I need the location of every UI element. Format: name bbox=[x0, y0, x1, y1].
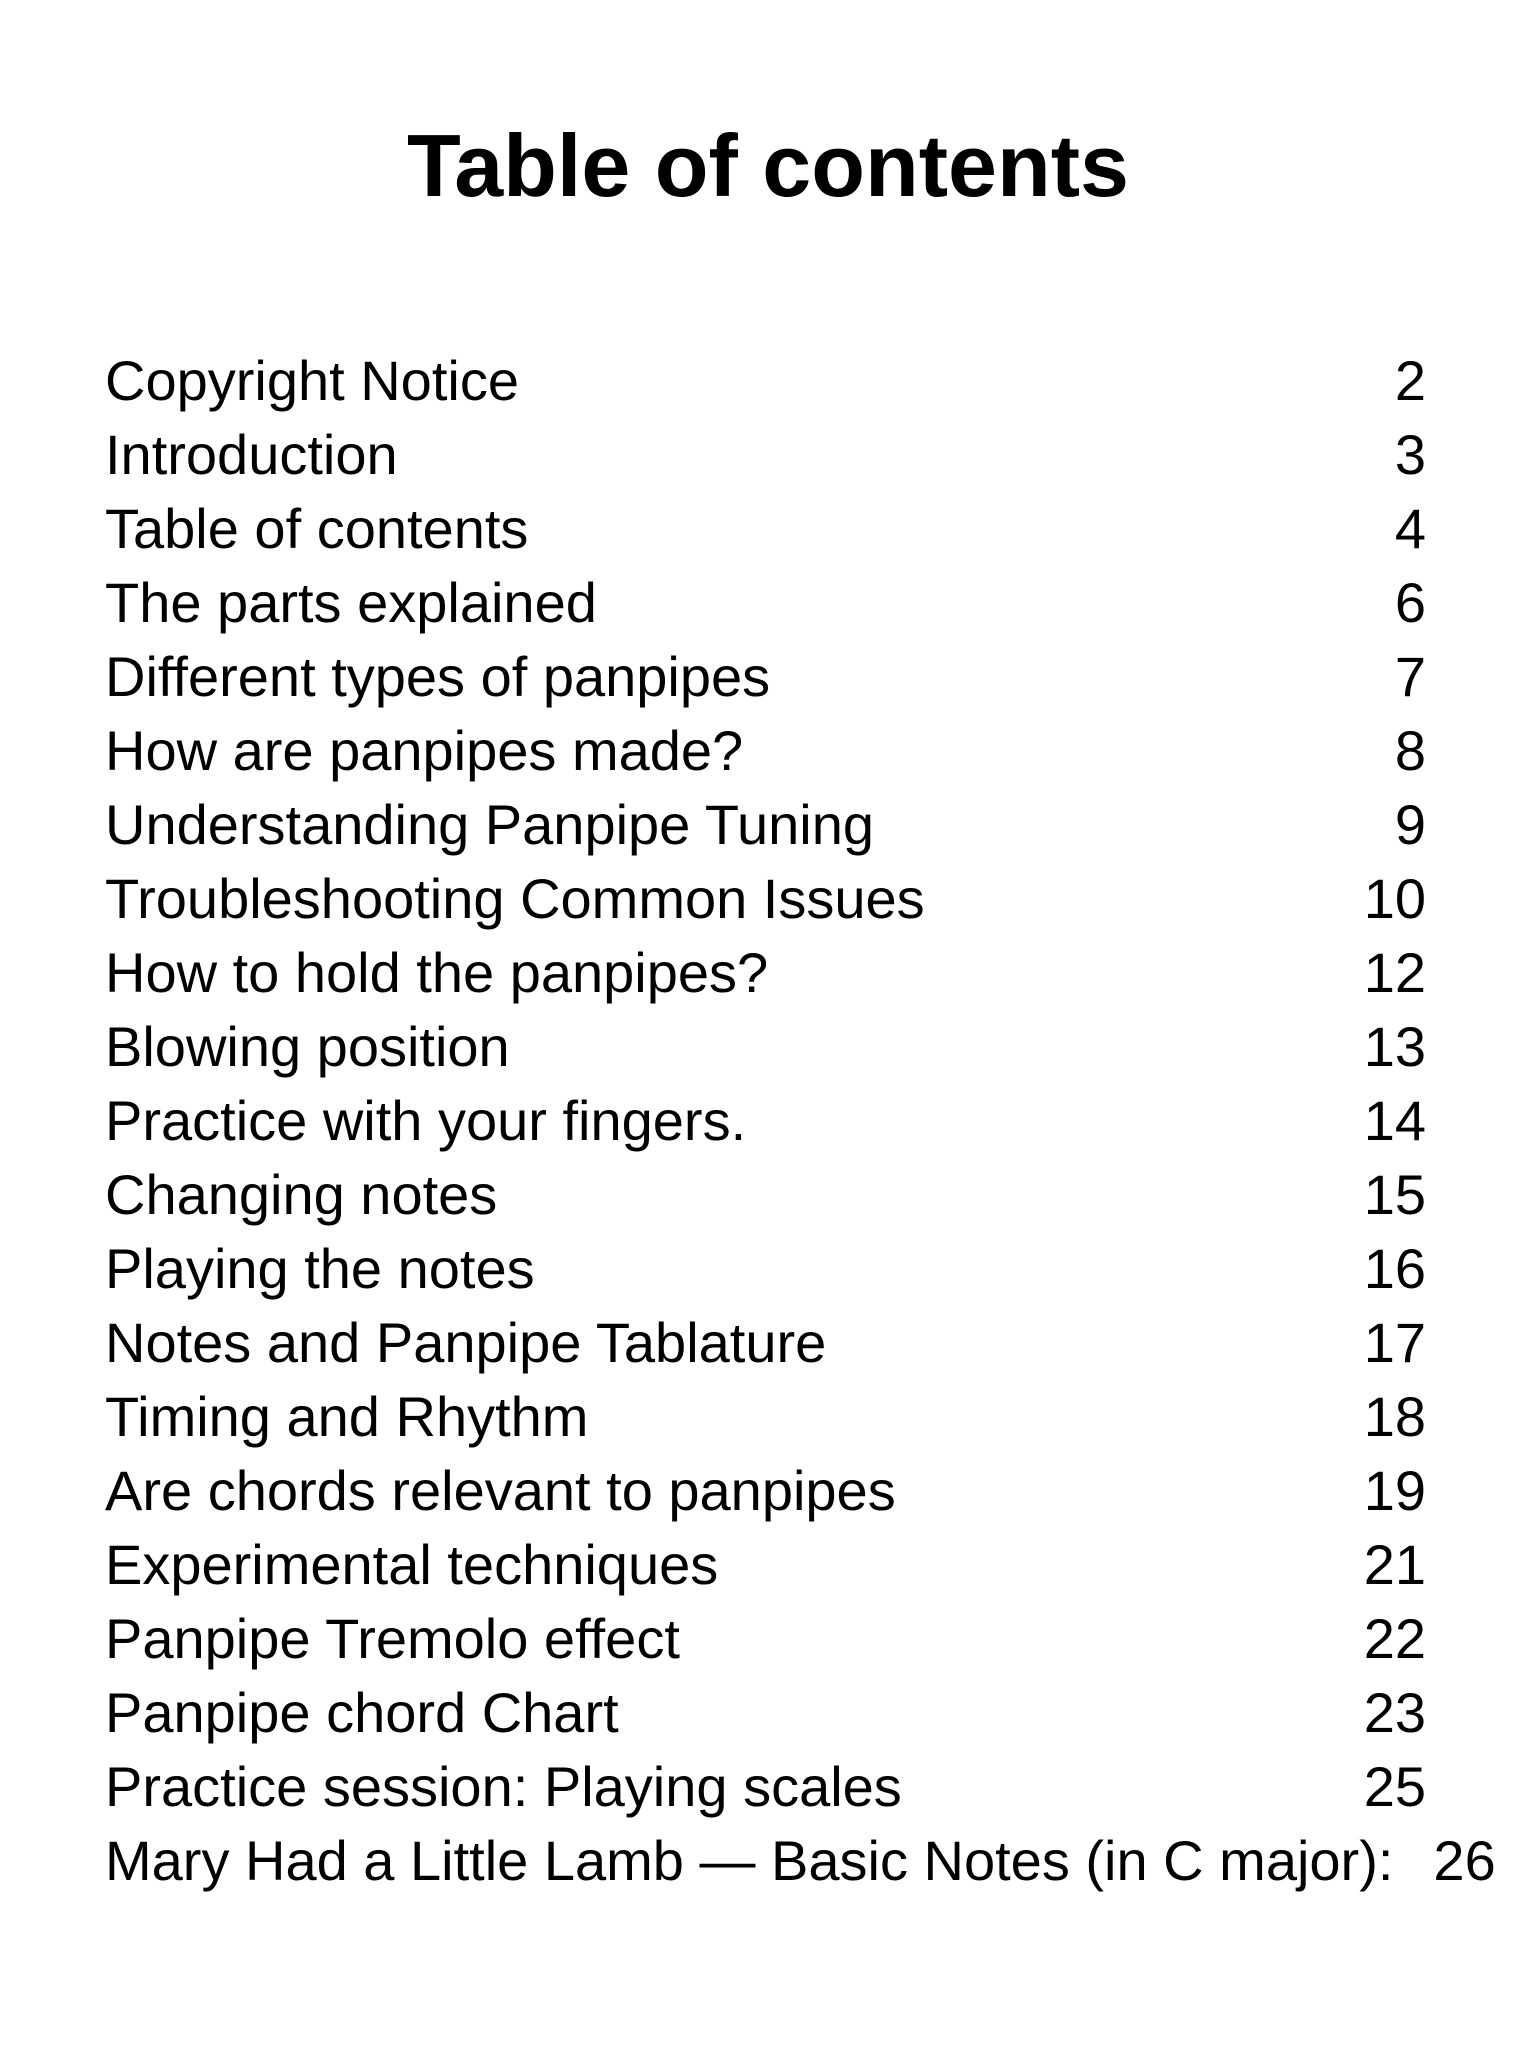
toc-entry-label: Mary Had a Little Lamb — Basic Notes (in C major): bbox=[105, 1829, 1394, 1892]
toc-entry-label: Panpipe chord Chart bbox=[105, 1681, 619, 1744]
toc-entry-label: Blowing position bbox=[105, 1015, 510, 1078]
toc-row[interactable] bbox=[105, 714, 1426, 788]
toc-entry-label: Practice session: Playing scales bbox=[105, 1755, 902, 1818]
toc-row[interactable] bbox=[105, 566, 1426, 640]
toc-entry-page-number: 10 bbox=[1363, 867, 1426, 930]
toc-entry-label: Experimental techniques bbox=[105, 1533, 719, 1596]
toc-entry-page-number: 4 bbox=[1394, 497, 1426, 560]
toc-row[interactable] bbox=[105, 1306, 1426, 1380]
toc-entry-page-number: 3 bbox=[1394, 423, 1426, 486]
toc-list bbox=[105, 344, 1496, 1898]
toc-entry-label: Copyright Notice bbox=[105, 349, 519, 412]
toc-entry-label: How are panpipes made? bbox=[105, 719, 744, 782]
toc-entry-page-number: 25 bbox=[1363, 1755, 1426, 1818]
toc-entry-page-number: 19 bbox=[1363, 1459, 1426, 1522]
toc-row[interactable] bbox=[105, 1158, 1426, 1232]
toc-entry-page-number: 16 bbox=[1363, 1237, 1426, 1300]
toc-row[interactable] bbox=[105, 1750, 1426, 1824]
toc-row[interactable] bbox=[105, 1676, 1426, 1750]
toc-entry-page-number: 15 bbox=[1363, 1163, 1426, 1226]
toc-entry-page-number: 17 bbox=[1363, 1311, 1426, 1374]
toc-entry-page-number: 7 bbox=[1394, 645, 1426, 708]
toc-entry-label: The parts explained bbox=[105, 571, 597, 634]
toc-row[interactable] bbox=[105, 1454, 1426, 1528]
toc-row[interactable] bbox=[105, 1232, 1426, 1306]
toc-entry-label: Panpipe Tremolo effect bbox=[105, 1607, 680, 1670]
toc-row[interactable] bbox=[105, 1824, 1496, 1898]
toc-row[interactable] bbox=[105, 1084, 1426, 1158]
toc-row[interactable] bbox=[105, 788, 1426, 862]
toc-row[interactable] bbox=[105, 1380, 1426, 1454]
toc-entry-label: Troubleshooting Common Issues bbox=[105, 867, 925, 930]
toc-entry-page-number: 18 bbox=[1363, 1385, 1426, 1448]
toc-entry-page-number: 8 bbox=[1394, 719, 1426, 782]
toc-entry-label: Understanding Panpipe Tuning bbox=[105, 793, 875, 856]
toc-entry-page-number: 9 bbox=[1394, 793, 1426, 856]
toc-entry-page-number: 14 bbox=[1363, 1089, 1426, 1152]
toc-entry-page-number: 6 bbox=[1394, 571, 1426, 634]
page-title: Table of contents bbox=[407, 116, 1129, 215]
toc-entry-label: Table of contents bbox=[105, 497, 529, 560]
toc-entry-label: Playing the notes bbox=[105, 1237, 535, 1300]
toc-entry-label: Timing and Rhythm bbox=[105, 1385, 589, 1448]
toc-entry-label: Different types of panpipes bbox=[105, 645, 771, 708]
toc-entry-label: Changing notes bbox=[105, 1163, 498, 1226]
toc-entry-page-number: 21 bbox=[1363, 1533, 1426, 1596]
toc-entry-label: Introduction bbox=[105, 423, 398, 486]
toc-entry-page-number: 12 bbox=[1363, 941, 1426, 1004]
toc-row[interactable] bbox=[105, 418, 1426, 492]
toc-entry-label: How to hold the panpipes? bbox=[105, 941, 769, 1004]
toc-row[interactable] bbox=[105, 344, 1426, 418]
toc-entry-page-number: 22 bbox=[1363, 1607, 1426, 1670]
toc-entry-label: Notes and Panpipe Tablature bbox=[105, 1311, 827, 1374]
toc-row[interactable] bbox=[105, 1602, 1426, 1676]
toc-row[interactable] bbox=[105, 1528, 1426, 1602]
toc-row[interactable] bbox=[105, 1010, 1426, 1084]
toc-entry-label: Are chords relevant to panpipes bbox=[105, 1459, 896, 1522]
toc-entry-page-number: 23 bbox=[1363, 1681, 1426, 1744]
toc-row[interactable] bbox=[105, 936, 1426, 1010]
toc-entry-page-number: 2 bbox=[1394, 349, 1426, 412]
toc-row[interactable] bbox=[105, 862, 1426, 936]
toc-row[interactable] bbox=[105, 640, 1426, 714]
toc-entry-page-number: 13 bbox=[1363, 1015, 1426, 1078]
toc-entry-page-number: 26 bbox=[1433, 1829, 1496, 1892]
toc-entry-label: Practice with your fingers. bbox=[105, 1089, 747, 1152]
toc-row[interactable] bbox=[105, 492, 1426, 566]
